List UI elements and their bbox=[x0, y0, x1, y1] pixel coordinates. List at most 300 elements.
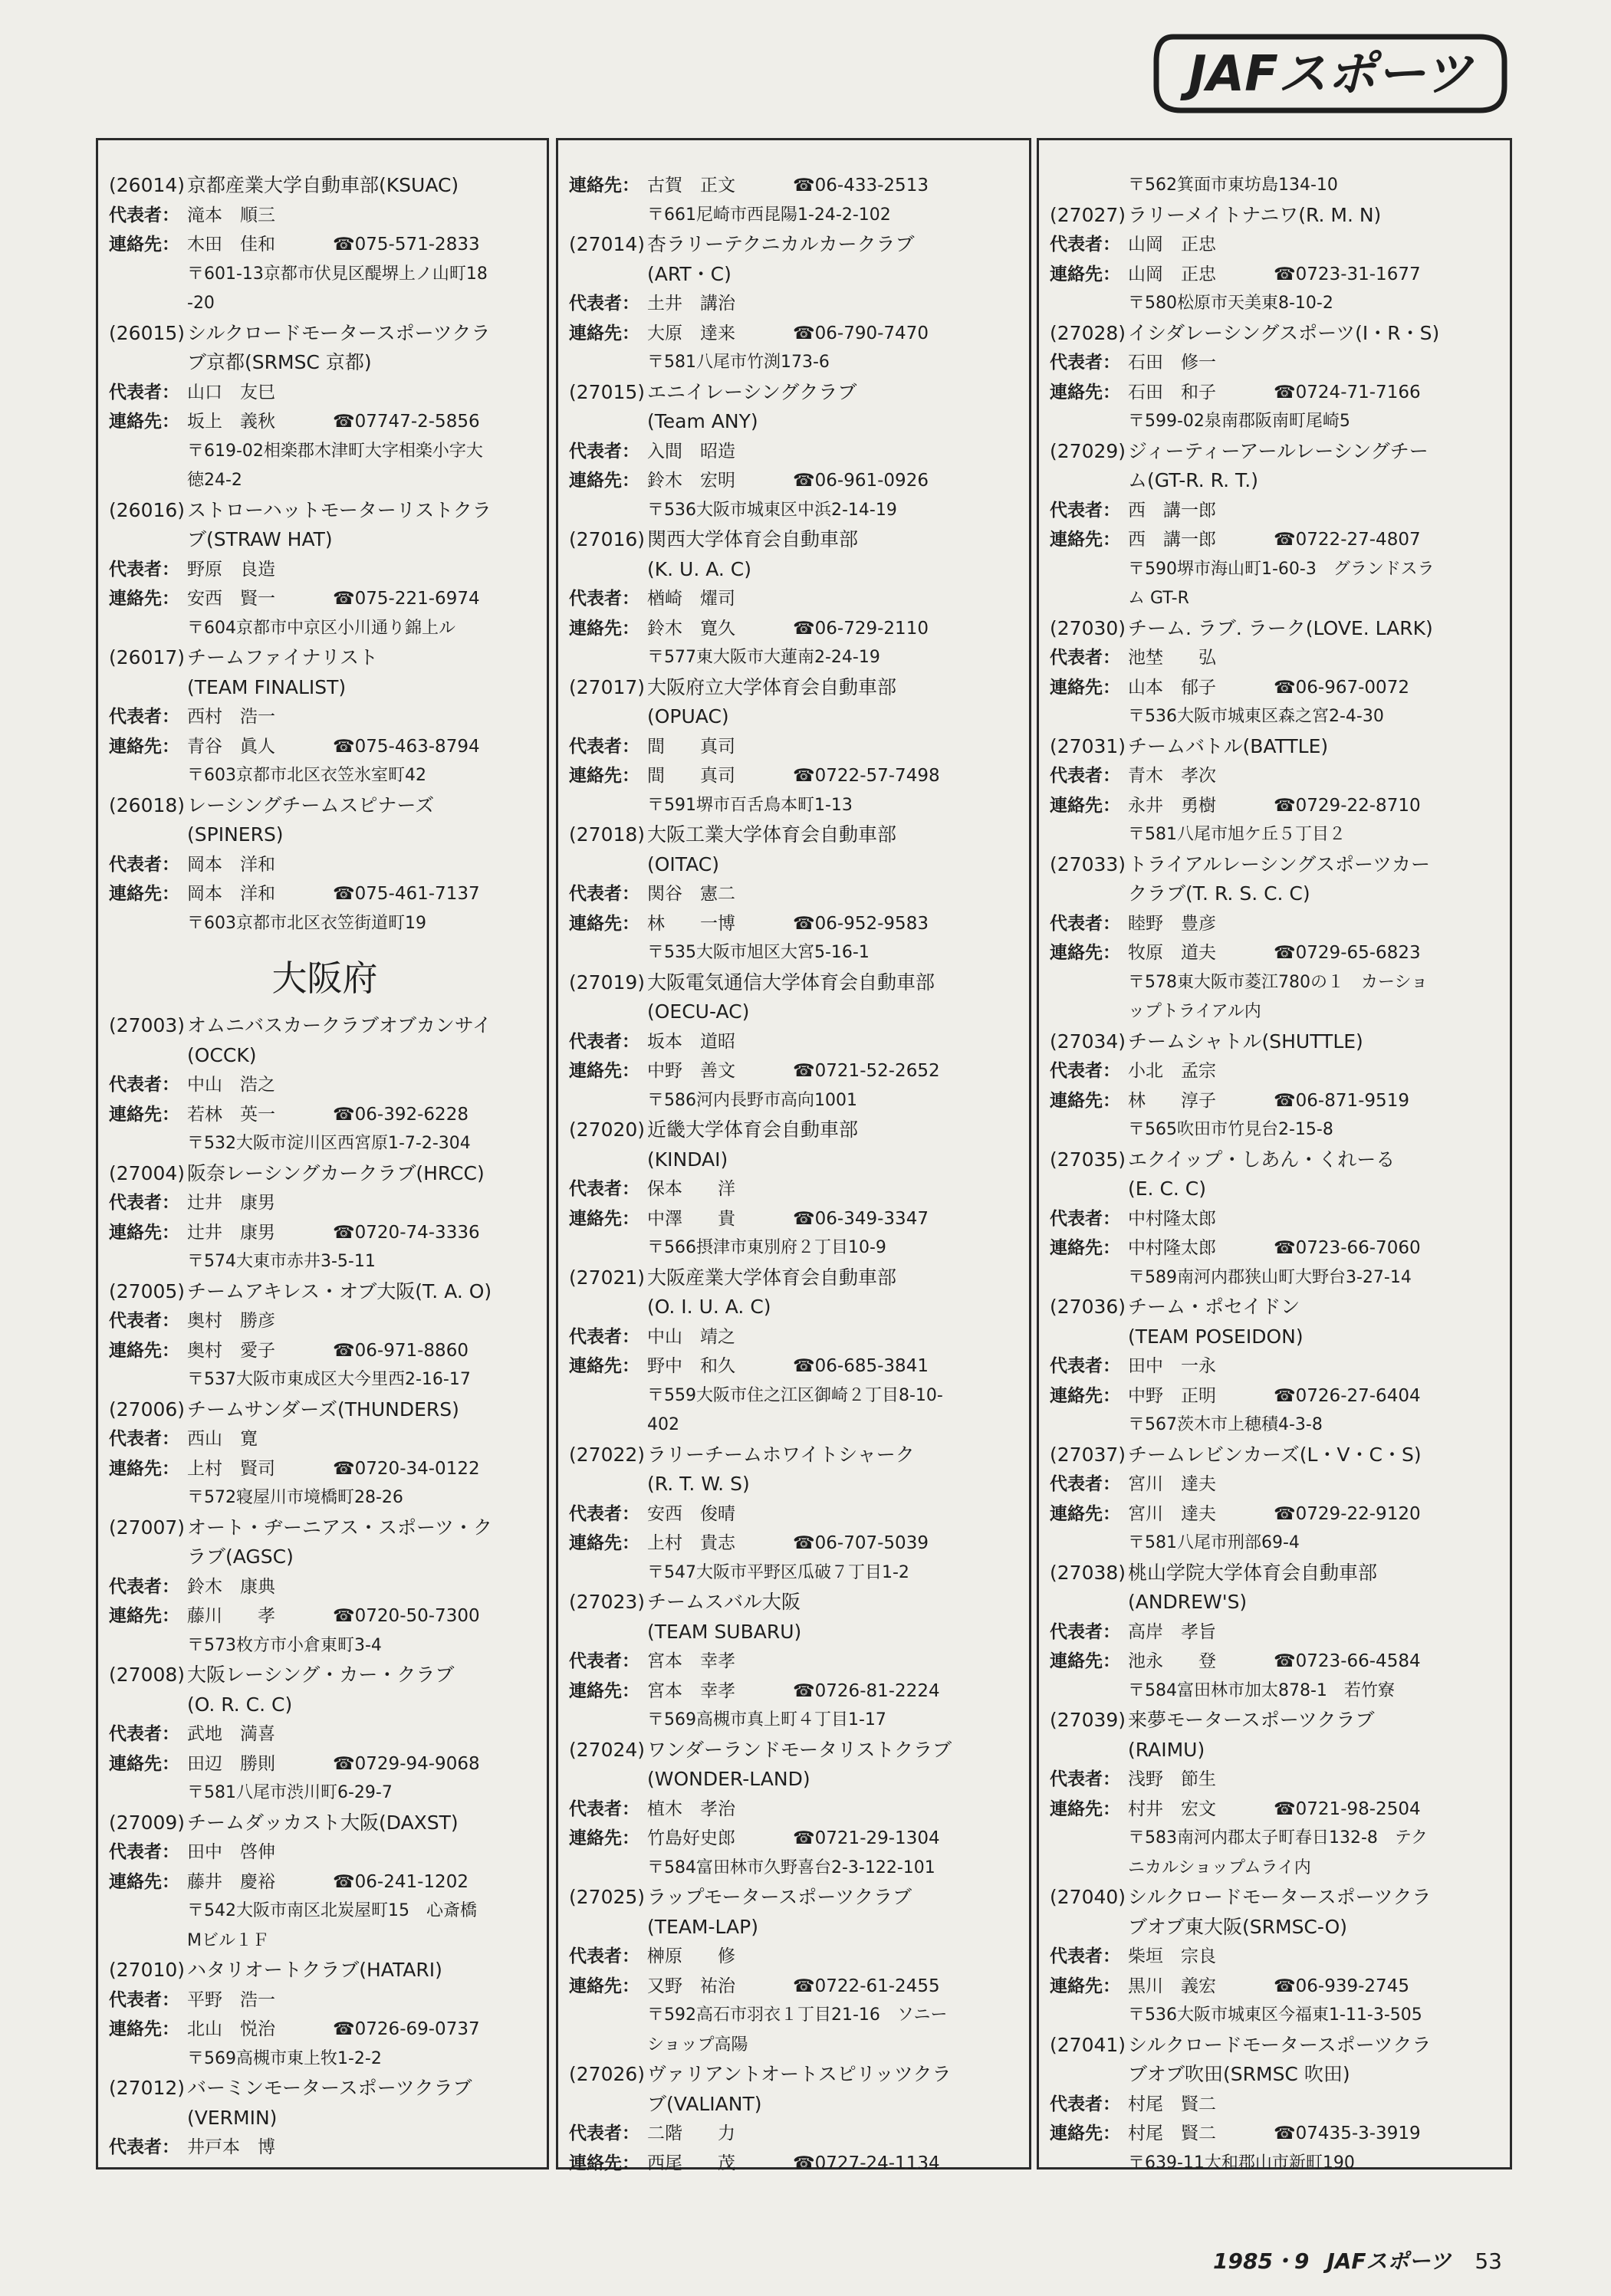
contact-name: 牧原 道夫 bbox=[1128, 943, 1216, 963]
contact-row bbox=[109, 1867, 541, 1897]
phone-number: 0724-71-7166 bbox=[1295, 382, 1421, 402]
contact-name: 宮本 幸孝 bbox=[647, 1680, 735, 1701]
phone-number: 0721-98-2504 bbox=[1295, 1798, 1421, 1819]
club-entry-header bbox=[1050, 732, 1504, 762]
contact-label: 連絡先： bbox=[109, 1340, 179, 1361]
phone-icon: ☎ bbox=[1274, 1798, 1296, 1819]
club-entry-header bbox=[109, 1011, 541, 1041]
phone-icon: ☎ bbox=[1274, 795, 1296, 816]
representative-name: 安西 俊晴 bbox=[647, 1503, 735, 1524]
contact-phone bbox=[793, 1972, 940, 2002]
club-entry-header bbox=[1050, 437, 1504, 467]
contact-label: 連絡先： bbox=[569, 1061, 639, 1081]
representative-name: 西村 浩一 bbox=[187, 707, 275, 727]
contact-phone bbox=[333, 1454, 480, 1484]
contact-row bbox=[109, 2015, 541, 2045]
contact-row bbox=[569, 1529, 1023, 1559]
address-line: 〒536大阪市城東区森之宮2-4-30 bbox=[1128, 707, 1384, 726]
contact-phone bbox=[793, 909, 929, 939]
representative-name: 奥村 勝彦 bbox=[187, 1311, 275, 1331]
address-line: 〒532大阪市淀川区西宮原1-7-2-304 bbox=[187, 1134, 471, 1153]
club-name-continued: (K. U. A. C) bbox=[647, 557, 751, 580]
club-name-continued: (TEAM FINALIST) bbox=[187, 675, 347, 698]
phone-icon: ☎ bbox=[333, 1871, 355, 1892]
club-name: ハタリオートクラブ(HATARI) bbox=[187, 1959, 442, 1981]
contact-row bbox=[1050, 1086, 1504, 1116]
representative-name: 榊原 修 bbox=[647, 1946, 735, 1966]
club-entry-header bbox=[109, 2074, 541, 2104]
club-number: (27028) bbox=[1050, 321, 1126, 344]
representative-name: 武地 満喜 bbox=[187, 1724, 275, 1744]
club-number: (27040) bbox=[1050, 1886, 1126, 1908]
contact-name: 宮川 達夫 bbox=[1128, 1503, 1216, 1524]
address-line: 〒581八尾市竹渕173-6 bbox=[647, 353, 830, 372]
representative-name: 土井 講治 bbox=[647, 294, 735, 314]
representative-label: 代表者： bbox=[569, 1031, 639, 1052]
phone-number: 07435-3-3919 bbox=[1295, 2124, 1421, 2143]
issue-date: 1985・9 bbox=[1213, 2248, 1310, 2274]
contact-label: 連絡先： bbox=[109, 884, 179, 904]
contact-row bbox=[109, 584, 541, 614]
contact-name: 林 淳子 bbox=[1128, 1090, 1216, 1111]
column-content bbox=[1050, 171, 1504, 2178]
contact-name: 木田 佳和 bbox=[187, 235, 275, 255]
contact-phone bbox=[793, 319, 929, 349]
representative-label: 代表者： bbox=[109, 854, 179, 875]
contact-name: 池永 登 bbox=[1128, 1651, 1216, 1671]
phone-icon: ☎ bbox=[1274, 1503, 1296, 1524]
club-name: ジィーティーアールレーシングチー bbox=[1128, 439, 1429, 462]
representative-row bbox=[1050, 2090, 1504, 2120]
contact-phone bbox=[333, 584, 480, 614]
club-name: エクイップ・しあん・くれーる bbox=[1128, 1148, 1396, 1171]
club-entry-header bbox=[569, 1115, 1023, 1145]
phone-icon: ☎ bbox=[333, 1458, 355, 1479]
club-number: (27004) bbox=[109, 1161, 186, 1184]
phone-number: 06-729-2110 bbox=[814, 618, 929, 639]
contact-label: 連絡先： bbox=[109, 1458, 179, 1479]
club-name: 阪奈レーシングカークラブ(HRCC) bbox=[187, 1161, 485, 1184]
address-line: 〒603京都市北区衣笠街道町19 bbox=[187, 913, 426, 933]
representative-row bbox=[569, 1795, 1023, 1825]
contact-name: 中野 善文 bbox=[647, 1061, 735, 1081]
club-name: バーミンモータースポーツクラブ bbox=[187, 2077, 472, 2099]
contact-name: 中澤 貴 bbox=[647, 1208, 735, 1229]
address-line: 〒601-13京都市伏見区醍堺上ノ山町18 bbox=[187, 264, 488, 284]
phone-number: 0726-69-0737 bbox=[354, 2019, 480, 2039]
phone-number: 06-967-0072 bbox=[1295, 677, 1409, 698]
club-entry-header bbox=[109, 1395, 541, 1425]
club-number: (27033) bbox=[1050, 852, 1126, 875]
club-name-continued: (RAIMU) bbox=[1128, 1738, 1205, 1761]
phone-icon: ☎ bbox=[793, 1208, 815, 1229]
club-number: (27026) bbox=[569, 2063, 646, 2085]
representative-label: 代表者： bbox=[1050, 1769, 1120, 1789]
club-number: (26018) bbox=[109, 793, 186, 816]
club-number: (27025) bbox=[569, 1886, 646, 1908]
phone-number: 0729-22-9120 bbox=[1295, 1503, 1421, 1524]
contact-phone bbox=[333, 230, 480, 260]
club-entry-header bbox=[569, 1736, 1023, 1766]
club-name: トライアルレーシングスポーツカー bbox=[1128, 852, 1431, 875]
contact-label: 連絡先： bbox=[1050, 2124, 1120, 2143]
contact-row bbox=[1050, 2119, 1504, 2149]
phone-number: 06-939-2745 bbox=[1295, 1976, 1409, 1996]
contact-row bbox=[1050, 791, 1504, 821]
representative-name: 田中 一永 bbox=[1128, 1356, 1216, 1376]
phone-icon: ☎ bbox=[793, 323, 815, 343]
phone-number: 0729-94-9068 bbox=[354, 1753, 480, 1774]
contact-phone bbox=[1274, 673, 1409, 703]
club-entry-header bbox=[569, 525, 1023, 555]
representative-name: 浅野 節生 bbox=[1128, 1769, 1216, 1789]
contact-label: 連絡先： bbox=[1050, 1798, 1120, 1819]
club-number: (27027) bbox=[1050, 203, 1126, 226]
club-name-continued: (KINDAI) bbox=[647, 1148, 728, 1171]
contact-label: 連絡先： bbox=[569, 618, 639, 639]
club-entry-header bbox=[569, 673, 1023, 703]
representative-label: 代表者： bbox=[569, 1798, 639, 1819]
representative-row bbox=[109, 378, 541, 408]
representative-label: 代表者： bbox=[1050, 648, 1120, 668]
contact-row bbox=[109, 1218, 541, 1248]
representative-label: 代表者： bbox=[569, 1503, 639, 1524]
phone-icon: ☎ bbox=[793, 176, 815, 195]
contact-row bbox=[569, 1204, 1023, 1234]
address-line: 〒572寝屋川市境橋町28-26 bbox=[187, 1488, 403, 1507]
contact-label: 連絡先： bbox=[1050, 382, 1120, 402]
club-entry-header bbox=[109, 1513, 541, 1543]
representative-row bbox=[1050, 1352, 1504, 1381]
phone-icon: ☎ bbox=[1274, 677, 1296, 698]
representative-label: 代表者： bbox=[109, 1193, 179, 1213]
representative-row bbox=[1050, 1942, 1504, 1972]
club-number: (26016) bbox=[109, 498, 186, 521]
contact-phone bbox=[1274, 1233, 1421, 1263]
contact-name: 上村 貴志 bbox=[647, 1533, 735, 1553]
representative-name: 中山 靖之 bbox=[647, 1326, 735, 1347]
phone-icon: ☎ bbox=[793, 618, 815, 639]
club-name: 杏ラリーテクニカルカークラブ bbox=[647, 233, 915, 255]
address-line: 〒559大阪市住之江区御崎２丁目8-10- bbox=[647, 1385, 943, 1405]
club-entry-header bbox=[569, 1263, 1023, 1293]
contact-label: 連絡先： bbox=[109, 235, 179, 255]
representative-label: 代表者： bbox=[569, 2124, 639, 2143]
contact-phone bbox=[793, 761, 940, 791]
contact-phone bbox=[1274, 525, 1421, 555]
club-name: 大阪電気通信大学体育会自動車部 bbox=[647, 971, 935, 994]
phone-icon: ☎ bbox=[1274, 382, 1296, 402]
address-line: 〒569高槻市真上町４丁目1-17 bbox=[647, 1710, 886, 1729]
club-number: (27031) bbox=[1050, 734, 1126, 757]
phone-number: 06-871-9519 bbox=[1295, 1090, 1409, 1111]
phone-number: 0726-81-2224 bbox=[814, 1680, 940, 1701]
club-name: ヴァリアントオートスピリッツクラ bbox=[647, 2063, 952, 2085]
contact-phone bbox=[793, 2149, 940, 2179]
representative-name: 睦野 豊彦 bbox=[1128, 913, 1216, 934]
contact-name: 野中 和久 bbox=[647, 1356, 735, 1376]
club-number: (27016) bbox=[569, 528, 646, 550]
phone-icon: ☎ bbox=[1274, 1090, 1296, 1111]
contact-row bbox=[569, 614, 1023, 644]
club-name-continued: (TEAM SUBARU) bbox=[647, 1620, 802, 1643]
contact-label: 連絡先： bbox=[569, 1356, 639, 1376]
magazine-logo bbox=[1150, 32, 1511, 115]
club-number: (27003) bbox=[109, 1014, 186, 1036]
representative-label: 代表者： bbox=[109, 205, 179, 225]
club-name-continued: (OPUAC) bbox=[647, 705, 729, 728]
representative-row bbox=[109, 1424, 541, 1454]
phone-number: 0722-57-7498 bbox=[814, 766, 940, 786]
club-name-continued: (O. I. U. A. C) bbox=[647, 1296, 771, 1318]
contact-row bbox=[109, 1749, 541, 1779]
contact-phone bbox=[793, 171, 929, 201]
representative-label: 代表者： bbox=[569, 884, 639, 904]
representative-row bbox=[109, 1188, 541, 1218]
representative-row bbox=[569, 289, 1023, 319]
contact-row bbox=[1050, 938, 1504, 968]
phone-icon: ☎ bbox=[793, 1356, 815, 1376]
representative-row bbox=[109, 555, 541, 585]
phone-number: 0723-66-7060 bbox=[1295, 1238, 1421, 1258]
club-name: ストローハットモーターリストクラ bbox=[187, 498, 492, 521]
representative-label: 代表者： bbox=[109, 707, 179, 727]
contact-name: 西 講一郎 bbox=[1128, 530, 1216, 550]
representative-row bbox=[569, 584, 1023, 614]
phone-icon: ☎ bbox=[1274, 1238, 1296, 1258]
phone-number: 06-952-9583 bbox=[814, 913, 929, 934]
club-name: チームサンダーズ(THUNDERS) bbox=[187, 1398, 459, 1421]
club-name-continued: ブ京都(SRMSC 京都) bbox=[187, 351, 372, 373]
contact-label: 連絡先： bbox=[1050, 943, 1120, 963]
contact-name: 永井 勇樹 bbox=[1128, 795, 1216, 816]
representative-name: 柴垣 宗良 bbox=[1128, 1946, 1216, 1966]
representative-name: 野原 良造 bbox=[187, 559, 275, 580]
address-line: 〒565吹田市竹見台2-15-8 bbox=[1128, 1120, 1333, 1139]
contact-phone bbox=[333, 732, 480, 762]
address-line: 徳24-2 bbox=[187, 471, 242, 490]
contact-phone bbox=[333, 1601, 480, 1631]
representative-row bbox=[569, 879, 1023, 909]
contact-label: 連絡先： bbox=[109, 1606, 179, 1626]
phone-icon: ☎ bbox=[333, 412, 355, 432]
contact-label: 連絡先： bbox=[1050, 677, 1120, 698]
club-name: 大阪工業大学体育会自動車部 bbox=[647, 823, 897, 846]
club-number: (27029) bbox=[1050, 439, 1126, 462]
representative-row bbox=[109, 850, 541, 880]
contact-name: 村尾 賢二 bbox=[1128, 2124, 1216, 2143]
club-name: シルクロードモータースポーツクラ bbox=[1128, 1886, 1432, 1908]
club-name-continued: (TEAM POSEIDON) bbox=[1128, 1325, 1304, 1348]
club-name-continued: (ANDREW'S) bbox=[1128, 1591, 1248, 1613]
contact-name: 林 一博 bbox=[647, 913, 735, 934]
address-line: 〒604京都市中京区小川通り錦上ル bbox=[187, 618, 455, 638]
magazine-name: JAFスポーツ bbox=[1327, 2248, 1452, 2274]
address-line: 〒547大阪市平野区瓜破７丁目1-2 bbox=[647, 1562, 909, 1582]
contact-phone bbox=[793, 1352, 929, 1381]
contact-label: 連絡先： bbox=[109, 1222, 179, 1243]
contact-label: 連絡先： bbox=[569, 1208, 639, 1229]
club-number: (27014) bbox=[569, 233, 646, 255]
representative-name: 村尾 賢二 bbox=[1128, 2094, 1216, 2114]
club-number: (26015) bbox=[109, 321, 186, 344]
representative-label: 代表者： bbox=[1050, 1061, 1120, 1081]
club-name-continued: ブオブ吹田(SRMSC 吹田) bbox=[1128, 2063, 1350, 2085]
phone-number: 07747-2-5856 bbox=[354, 412, 480, 432]
phone-icon: ☎ bbox=[333, 1222, 355, 1243]
contact-row bbox=[1050, 525, 1504, 555]
contact-phone bbox=[333, 1749, 480, 1779]
representative-label: 代表者： bbox=[109, 1311, 179, 1331]
representative-row bbox=[1050, 761, 1504, 791]
contact-row bbox=[109, 1601, 541, 1631]
club-entry-header bbox=[569, 820, 1023, 850]
address-line: 〒584富田林市加太878-1 若竹寮 bbox=[1128, 1680, 1395, 1700]
phone-number: 06-961-0926 bbox=[814, 471, 929, 491]
club-name: 桃山学院大学体育会自動車部 bbox=[1128, 1561, 1378, 1584]
contact-name: 大原 達来 bbox=[647, 323, 735, 343]
phone-icon: ☎ bbox=[333, 1340, 355, 1361]
representative-row bbox=[569, 1027, 1023, 1057]
club-entry-header bbox=[1050, 850, 1504, 880]
club-number: (27022) bbox=[569, 1443, 646, 1466]
address-line: 〒581八尾市刑部69-4 bbox=[1128, 1533, 1300, 1552]
representative-name: 二階 力 bbox=[647, 2124, 735, 2143]
contact-label: 連絡先： bbox=[109, 2019, 179, 2039]
phone-icon: ☎ bbox=[1274, 1385, 1296, 1406]
club-name: ラリーメイトナニワ(R. M. N) bbox=[1128, 203, 1382, 226]
club-entry-header bbox=[109, 1956, 541, 1986]
contact-label: 連絡先： bbox=[569, 1680, 639, 1701]
phone-number: 06-392-6228 bbox=[354, 1104, 469, 1125]
club-name: シルクロードモータースポーツクラ bbox=[1128, 2033, 1432, 2056]
contact-name: 田辺 勝則 bbox=[187, 1753, 275, 1774]
club-number: (27024) bbox=[569, 1738, 646, 1761]
representative-label: 代表者： bbox=[1050, 235, 1120, 255]
contact-phone bbox=[333, 1100, 469, 1130]
representative-name: 西山 寛 bbox=[187, 1429, 258, 1449]
representative-row bbox=[569, 1647, 1023, 1677]
contact-name: 山本 郁子 bbox=[1128, 677, 1216, 698]
representative-name: 平野 浩一 bbox=[187, 1989, 275, 2010]
contact-name: 中野 正明 bbox=[1128, 1385, 1216, 1406]
club-number: (27006) bbox=[109, 1398, 186, 1421]
representative-label: 代表者： bbox=[569, 1946, 639, 1966]
phone-icon: ☎ bbox=[333, 2019, 355, 2039]
contact-row bbox=[569, 1352, 1023, 1381]
representative-label: 代表者： bbox=[1050, 1474, 1120, 1494]
club-name-continued: (R. T. W. S) bbox=[647, 1473, 750, 1495]
address-line: 〒591堺市百舌鳥本町1-13 bbox=[647, 795, 853, 815]
representative-name: 保本 洋 bbox=[647, 1179, 735, 1199]
address-line: 〒581八尾市旭ケ丘５丁目２ bbox=[1128, 825, 1346, 844]
address-line: 〒603京都市北区衣笠氷室町42 bbox=[187, 766, 426, 785]
contact-phone bbox=[1274, 1795, 1421, 1825]
address-line: 〒574大東市赤井3-5-11 bbox=[187, 1252, 376, 1271]
representative-label: 代表者： bbox=[1050, 500, 1120, 521]
address-line: ショップ高陽 bbox=[647, 2035, 748, 2055]
logo-frame bbox=[1150, 32, 1511, 115]
club-number: (27038) bbox=[1050, 1561, 1126, 1584]
club-number: (27020) bbox=[569, 1118, 646, 1141]
phone-icon: ☎ bbox=[1274, 530, 1296, 550]
representative-name: 井戸本 博 bbox=[187, 2137, 275, 2157]
contact-phone bbox=[1274, 2119, 1421, 2149]
contact-label: 連絡先： bbox=[109, 1104, 179, 1125]
contact-label: 連絡先： bbox=[1050, 1090, 1120, 1111]
representative-label: 代表者： bbox=[1050, 1621, 1120, 1642]
contact-name: 古賀 正文 bbox=[647, 176, 735, 195]
representative-name: 中山 浩之 bbox=[187, 1075, 275, 1095]
contact-label: 連絡先： bbox=[1050, 264, 1120, 284]
contact-label: 連絡先： bbox=[1050, 530, 1120, 550]
contact-row bbox=[109, 732, 541, 762]
address-line: 〒562箕面市東坊島134-10 bbox=[1128, 176, 1338, 195]
contact-phone bbox=[793, 1677, 940, 1706]
club-name-continued: (O. R. C. C) bbox=[187, 1693, 293, 1716]
phone-number: 0729-22-8710 bbox=[1295, 795, 1421, 816]
club-name: ワンダーランドモータリストクラブ bbox=[647, 1738, 952, 1761]
phone-number: 06-349-3347 bbox=[814, 1208, 929, 1229]
representative-label: 代表者： bbox=[109, 1989, 179, 2010]
club-name: シルクロードモータースポーツクラ bbox=[187, 321, 491, 344]
address-line: 〒661尼崎市西昆陽1-24-2-102 bbox=[647, 205, 891, 225]
club-number: (27019) bbox=[569, 971, 646, 994]
representative-row bbox=[109, 1986, 541, 2015]
contact-label: 連絡先： bbox=[1050, 1503, 1120, 1524]
club-number: (27030) bbox=[1050, 616, 1126, 639]
address-line: 〒589南河内郡狭山町大野台3-27-14 bbox=[1128, 1267, 1412, 1287]
contact-label: 連絡先： bbox=[109, 1753, 179, 1774]
club-name: 来夢モータースポーツクラブ bbox=[1128, 1709, 1375, 1731]
club-number: (27009) bbox=[109, 1811, 186, 1834]
contact-name: 又野 祐治 bbox=[647, 1976, 735, 1996]
contact-row bbox=[109, 1100, 541, 1130]
club-number: (27008) bbox=[109, 1664, 186, 1686]
address-line: ップトライアル内 bbox=[1128, 1002, 1261, 1021]
address-line: 〒586河内長野市高向1001 bbox=[647, 1090, 857, 1110]
contact-row bbox=[109, 1336, 541, 1366]
club-entry-header bbox=[1050, 1559, 1504, 1588]
club-name: 大阪府立大学体育会自動車部 bbox=[647, 675, 897, 698]
representative-row bbox=[569, 1322, 1023, 1352]
club-name-continued: ブオブ東大阪(SRMSC-O) bbox=[1128, 1915, 1348, 1938]
phone-number: 075-463-8794 bbox=[354, 736, 480, 757]
contact-label: 連絡先： bbox=[109, 736, 179, 757]
club-name: 関西大学体育会自動車部 bbox=[647, 528, 859, 550]
phone-icon: ☎ bbox=[333, 589, 355, 609]
phone-number: 0727-24-1134 bbox=[814, 2153, 940, 2173]
phone-icon: ☎ bbox=[793, 2153, 815, 2173]
representative-row bbox=[1050, 1765, 1504, 1795]
representative-name: 山口 友巳 bbox=[187, 382, 275, 402]
contact-label: 連絡先： bbox=[569, 323, 639, 343]
column-content bbox=[569, 171, 1023, 2178]
phone-icon: ☎ bbox=[1274, 943, 1296, 963]
representative-label: 代表者： bbox=[1050, 766, 1120, 786]
contact-label: 連絡先： bbox=[569, 176, 639, 195]
club-number: (27041) bbox=[1050, 2033, 1126, 2056]
representative-name: 岡本 洋和 bbox=[187, 854, 275, 875]
contact-phone bbox=[1274, 791, 1421, 821]
representative-row bbox=[1050, 1618, 1504, 1647]
contact-name: 若林 英一 bbox=[187, 1104, 275, 1125]
phone-icon: ☎ bbox=[1274, 1651, 1296, 1671]
phone-number: 075-571-2833 bbox=[354, 235, 480, 255]
representative-name: 宮本 幸孝 bbox=[647, 1651, 735, 1671]
phone-number: 0726-27-6404 bbox=[1295, 1385, 1421, 1406]
address-line: Mビル１Ｆ bbox=[187, 1930, 269, 1950]
